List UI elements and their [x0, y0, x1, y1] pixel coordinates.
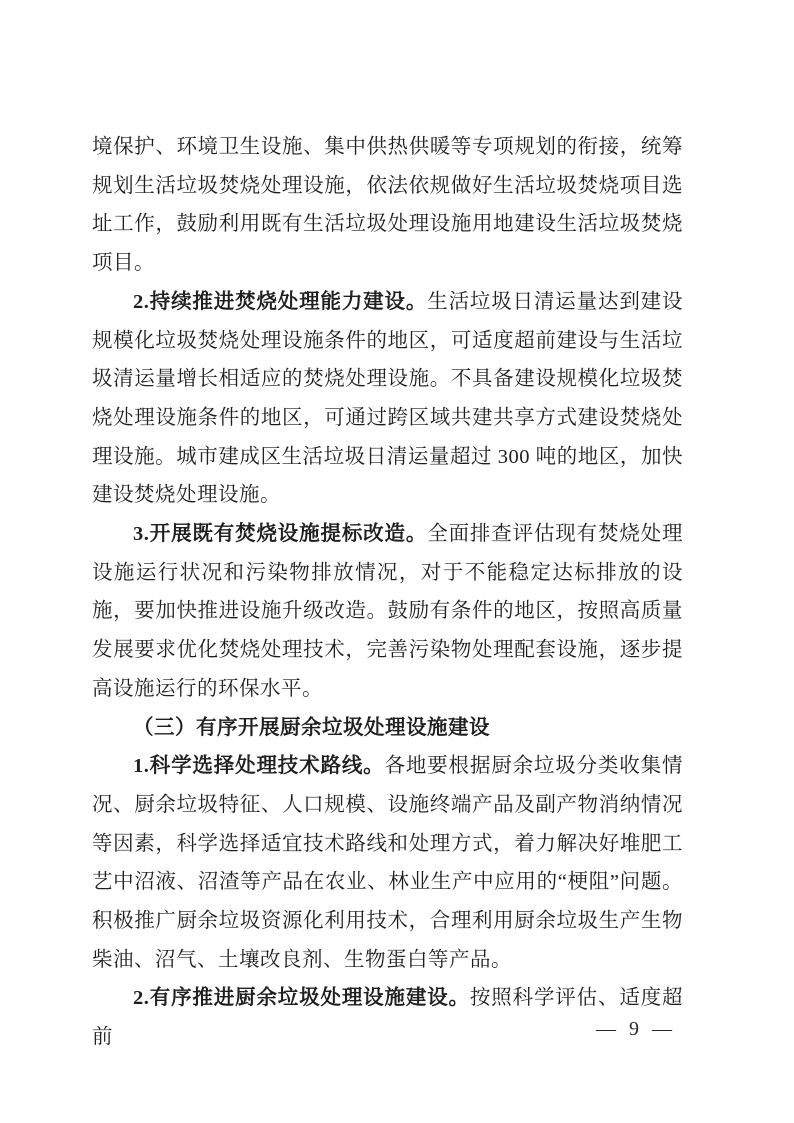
paragraph-text: 生活垃圾日清运量达到建设规模化垃圾焚烧处理设施条件的地区，可适度超前建设与生活垃圾清运量增长相适应的焚烧处理设施。不具备建设规模化垃圾焚烧处理设施条件的地区，可通过跨区域共建共享方式建设焚烧处理设施。城市建成区生活垃圾日清运量超过 300 吨的地区，加快建设焚烧处理设施。 — [92, 290, 684, 507]
paragraph-text: 按照科学评估、适度超前 — [92, 987, 684, 1049]
paragraph — [92, 128, 683, 283]
section-heading — [92, 709, 683, 748]
paragraph-text: 境保护、环境卫生设施、集中供热供暖等专项规划的衔接，统筹规划生活垃圾焚烧处理设施，依法依规做好生活垃圾焚烧项目选址工作，鼓励利用既有生活垃圾处理设施用地建设生活垃圾焚烧项目。 — [92, 136, 683, 275]
paragraph-text: 全面排查评估现有焚烧处理设施运行状况和污染物排放情况，对于不能稳定达标排放的设施，要加快推进设施升级改造。鼓励有条件的地区，按照高质量发展要求优化焚烧处理技术，完善污染物处理配套设施，逐步提高设施运行的环保水平。 — [92, 523, 684, 700]
paragraph — [92, 515, 683, 709]
paragraph-text: 各地要根据厨余垃圾分类收集情况、厨余垃圾特征、人口规模、设施终端产品及副产物消纳情况等因素，科学选择适宜技术路线和处理方式，着力解决好堆肥工艺中沼液、沼渣等产品在农业、林业生产中应用的“梗阻”问题。积极推广厨余垃圾资源化利用技术，合理利用厨余垃圾生产生物柴油、沼气、土壤改良剂、生物蛋白等产品。 — [92, 755, 683, 971]
paragraph-lead: 1.科学选择处理技术路线。 — [133, 755, 385, 778]
paragraph — [92, 747, 683, 979]
section-heading-text: （三）有序开展厨余垃圾处理设施建设 — [133, 716, 490, 739]
page-number: — 9 — — [596, 1018, 676, 1040]
document-body — [92, 128, 683, 1057]
paragraph-lead: 2.有序推进厨余垃圾处理设施建设。 — [133, 987, 470, 1010]
paragraph-lead: 2.持续推进焚烧处理能力建设。 — [133, 290, 428, 313]
paragraph — [92, 979, 683, 1056]
paragraph-lead: 3.开展既有焚烧设施提标改造。 — [133, 523, 428, 546]
paragraph — [92, 283, 683, 515]
